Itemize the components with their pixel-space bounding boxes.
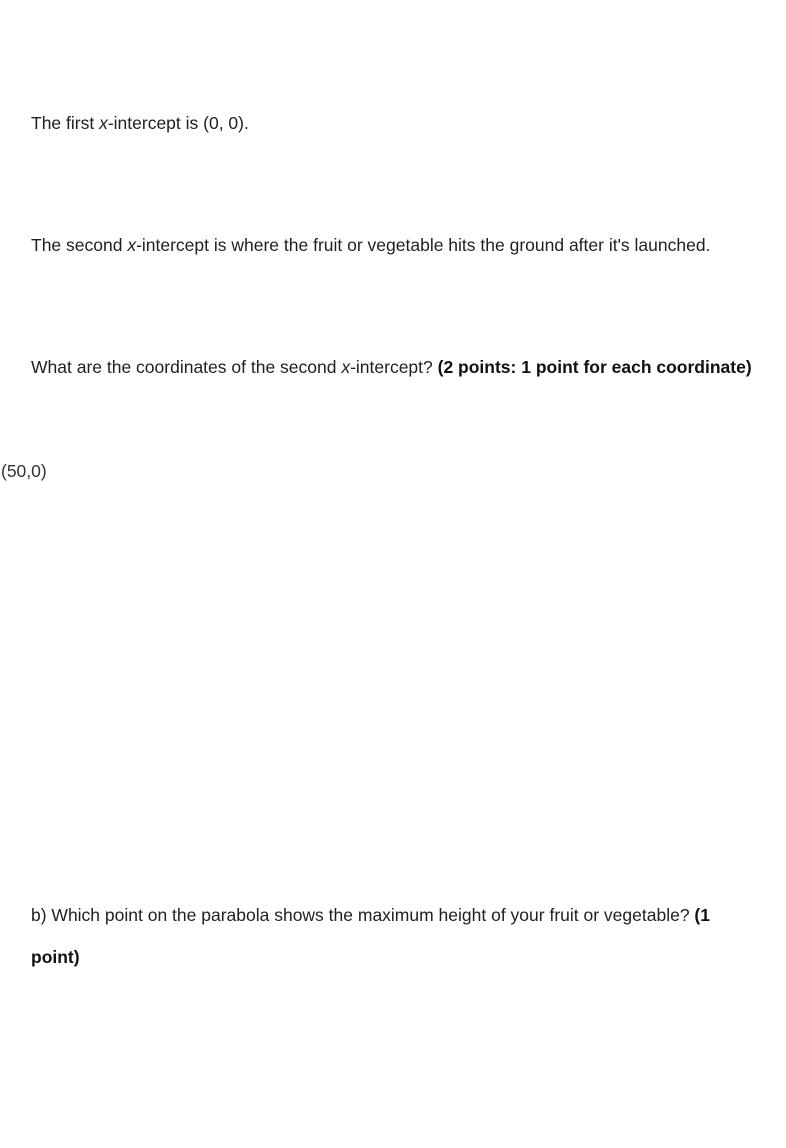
max-height-question-text: b) Which point on the parabola shows the maximum height of your fruit or vegetable? bbox=[31, 905, 695, 925]
coordinates-question-points: (2 points: 1 point for each coordinate) bbox=[437, 357, 752, 377]
max-height-question-line1 bbox=[31, 903, 710, 927]
first-intercept-pre: The first bbox=[31, 113, 100, 133]
coordinates-question-pre: What are the coordinates of the second bbox=[31, 357, 342, 377]
coordinates-question-variable: x bbox=[341, 357, 351, 377]
first-intercept-text bbox=[31, 111, 249, 135]
first-intercept-variable: x bbox=[99, 113, 108, 133]
coordinates-question-post: -intercept? bbox=[350, 357, 438, 377]
first-intercept-post: -intercept is (0, 0). bbox=[107, 113, 249, 133]
second-intercept-pre: The second bbox=[31, 235, 128, 255]
answer-text: (50,0) bbox=[1, 461, 47, 481]
second-intercept-post: -intercept is where the fruit or vegetable hits the ground after it's launched. bbox=[136, 235, 711, 255]
max-height-question-points-start: (1 bbox=[694, 905, 710, 925]
coordinates-question bbox=[31, 355, 752, 379]
second-intercept-text bbox=[31, 233, 710, 257]
max-height-question-points-end: point) bbox=[31, 947, 80, 967]
second-intercept-variable: x bbox=[127, 235, 137, 255]
